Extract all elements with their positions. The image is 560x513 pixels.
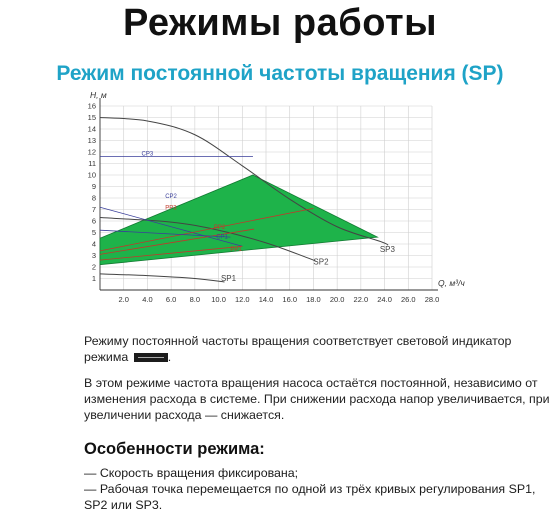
x-tick-label: 14.0 <box>258 295 274 304</box>
paragraph-indicator-end: . <box>167 350 172 364</box>
x-tick-label: 28.0 <box>424 295 440 304</box>
y-tick-label: 12 <box>87 147 96 157</box>
pump-curve-chart <box>80 88 510 310</box>
series-label-sp1: SP1 <box>220 273 237 283</box>
y-tick-label: 9 <box>91 182 96 191</box>
series-label-cp2: CP2 <box>165 194 177 200</box>
y-axis-label: H, м <box>90 90 107 100</box>
x-tick-label: 4.0 <box>142 295 153 304</box>
y-tick-label: 8 <box>91 193 96 203</box>
y-tick-label: 15 <box>87 113 96 122</box>
y-tick-label: 13 <box>87 136 96 145</box>
x-tick-label: 22.0 <box>353 295 369 304</box>
paragraph-indicator-text: Режиму постоянной частоты вращения соответствует световой индикатор режима <box>84 334 512 364</box>
y-tick-label: 2 <box>91 262 96 272</box>
features-list <box>84 465 554 513</box>
series-label-sp2: SP2 <box>313 257 329 267</box>
page-title: Режимы работы <box>122 2 438 44</box>
y-tick-label: 6 <box>91 216 96 226</box>
series-label-sp3: SP3 <box>379 245 395 255</box>
series-label-pp3: PP3 <box>165 205 177 212</box>
sp-mode-indicator-icon <box>134 353 168 362</box>
x-tick-label: 18.0 <box>306 295 321 304</box>
y-tick-label: 16 <box>87 101 96 111</box>
series-label-cp1: CP1 <box>216 234 228 241</box>
list-item: — Рабочая точка перемещается по одной из трёх кривых регулирования SP1, SP2 или SP3. <box>84 482 536 512</box>
y-tick-label: 1 <box>91 274 96 283</box>
y-tick-label: 14 <box>87 124 96 134</box>
x-tick-label: 16.0 <box>282 295 298 304</box>
series-line-sp1 <box>100 274 225 282</box>
paragraph-description: В этом режиме частота вращения насоса остаётся постоянной, независимо от изменения расхода в системе. При снижении расхода напор увеличивается, при увеличении расхода — снижается. <box>84 376 550 422</box>
x-tick-label: 20.0 <box>329 295 345 304</box>
x-tick-label: 10.0 <box>211 295 226 304</box>
x-tick-label: 24.0 <box>377 295 392 304</box>
y-tick-label: 11 <box>88 159 96 168</box>
x-tick-label: 12.0 <box>234 295 250 304</box>
y-tick-label: 10 <box>87 170 96 180</box>
y-tick-label: 5 <box>91 228 96 237</box>
y-tick-label: 7 <box>91 205 96 214</box>
x-axis-label: Q, м³/ч <box>438 278 465 288</box>
series-label-pp2: PP2 <box>213 225 226 232</box>
x-tick-label: 2.0 <box>118 295 129 304</box>
features-title: Особенности режима: <box>84 440 265 458</box>
y-tick-label: 3 <box>91 251 96 260</box>
series-label-pp1: PP1 <box>230 246 242 253</box>
section-title: Режим постоянной частоты вращения (SP) <box>56 62 504 85</box>
x-tick-label: 8.0 <box>189 295 201 304</box>
paragraph-indicator <box>84 333 554 365</box>
x-tick-label: 6.0 <box>165 295 177 304</box>
list-item: — Скорость вращения фиксирована; <box>84 466 299 480</box>
series-label-cp3: CP3 <box>141 151 154 158</box>
y-tick-label: 4 <box>91 239 96 249</box>
x-tick-label: 26.0 <box>400 295 416 304</box>
